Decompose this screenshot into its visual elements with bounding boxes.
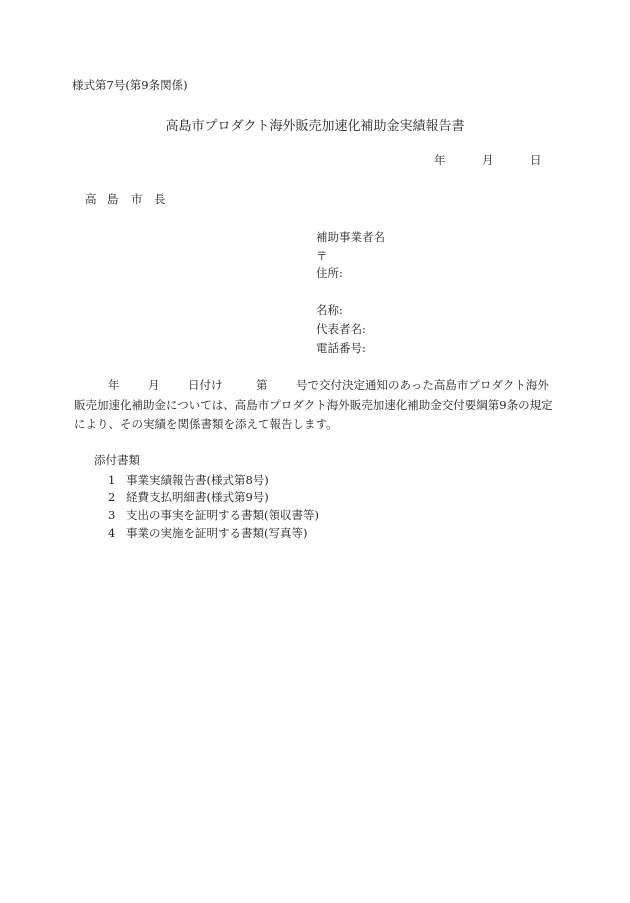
address-label: 住所: [316, 266, 343, 280]
attachment-number: 1 [108, 473, 116, 487]
name-label: 名称: [316, 303, 343, 317]
body-line-2: 販売加速化補助金については、高島市プロダクト海外販売加速化補助金交付要綱第9条の規定 [74, 398, 553, 412]
addressee-char: 島 [107, 192, 119, 206]
phone-label: 電話番号: [316, 341, 366, 355]
body-line1-rest: 号で交付決定通知のあった高島市プロダクト海外 [296, 378, 549, 392]
representative-label: 代表者名: [316, 322, 366, 336]
attachment-item [108, 528, 307, 540]
attachment-text: 事業の実施を証明する書類(写真等) [126, 526, 308, 540]
date-year-label: 年 [434, 153, 446, 167]
attachment-number: 4 [108, 526, 116, 540]
body-line-3: により、その実績を関係書類を添えて報告します。 [74, 417, 338, 431]
attachment-text: 経費支払明細書(様式第9号) [126, 490, 269, 504]
postal-mark: 〒 [316, 249, 328, 263]
document-title: 高島市プロダクト海外販売加速化補助金実績報告書 [165, 119, 465, 134]
body-dai-label: 第 [256, 378, 268, 392]
attachment-number: 2 [108, 490, 116, 504]
attachment-item [108, 475, 269, 487]
applicant-heading: 補助事業者名 [316, 230, 385, 244]
attachment-number: 3 [108, 508, 116, 522]
date-day-label: 日 [530, 153, 542, 167]
attachment-text: 支出の事実を証明する書類(領収書等) [126, 508, 319, 522]
attachment-item [108, 492, 269, 504]
addressee-char: 長 [154, 192, 166, 206]
attachments-title: 添付書類 [94, 453, 140, 467]
addressee-char: 市 [131, 192, 143, 206]
body-year-label: 年 [108, 378, 120, 392]
attachment-text: 事業実績報告書(様式第8号) [126, 473, 269, 487]
form-number: 様式第7号(第9条関係) [72, 78, 188, 92]
body-month-label: 月 [148, 378, 160, 392]
body-day-dated-label: 日付け [188, 378, 223, 392]
attachment-item [108, 510, 319, 522]
date-month-label: 月 [482, 153, 494, 167]
addressee-char: 高 [85, 192, 97, 206]
